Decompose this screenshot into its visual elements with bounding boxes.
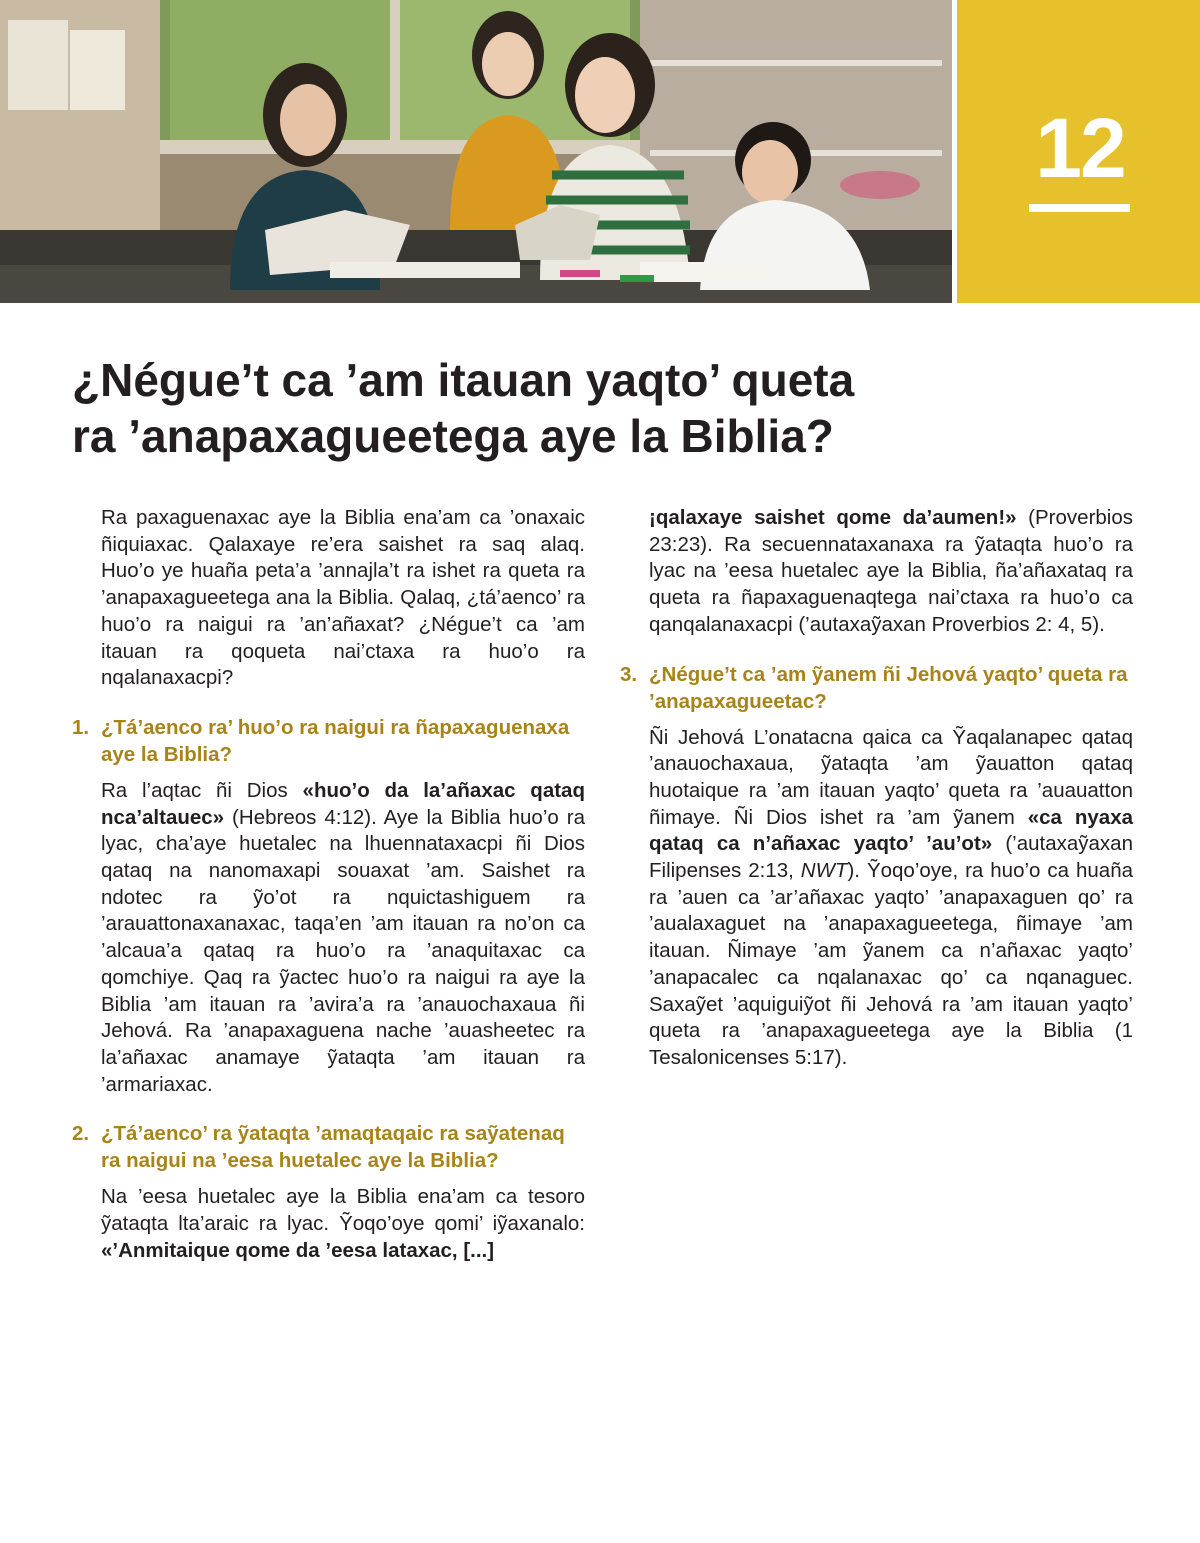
answer-text: Ñi Jehová L’onatacna qaica ca Ỹaqalanapec qataq ’anauochaxaua, ỹataqta ’am ỹauatton qataq huotaique ra ’am itauan yaqto’ queta ra ’auauatton ñimaye. Ñi Dios ishet ra ’am ỹanem — [649, 725, 1133, 829]
question-text: ¿Négue’t ca ’am ỹanem ñi Jehová yaqto’ queta ra ’anapaxagueetac? — [649, 662, 1128, 713]
answer-text: Ra l’aqtac ñi Dios — [101, 778, 303, 802]
answer-1-paragraph — [72, 778, 585, 1098]
family-study-illustration — [0, 0, 952, 303]
page-title — [72, 352, 1132, 464]
header-photo — [0, 0, 952, 303]
title-line-2: ra ’anapaxagueetega aye la Biblia? — [72, 410, 834, 462]
bold-quote: ¡qalaxaye saishet qome da’aumen!» — [649, 506, 1017, 529]
question-text: ¿Tá’aenco ra’ huo’o ra naigui ra ñapaxaguenaxa aye la Biblia? — [101, 715, 570, 766]
answer-text: (’autaxaỹaxan Filipenses 2:13, — [649, 832, 1133, 883]
bold-quote: «’Anmitaique qome da ’eesa lataxac, [...] — [101, 1238, 495, 1262]
answer-2-paragraph — [72, 1184, 585, 1264]
right-column — [620, 505, 1133, 1072]
chapter-underline — [1029, 204, 1130, 212]
bold-quote: «huo’o da la’añaxac qataq nca’altauec» — [101, 778, 585, 829]
question-number: 1. — [72, 715, 90, 739]
intro-paragraph: Ra paxaguenaxac aye la Biblia ena’am ca ’onaxaic ñiquiaxac. Qalaxaye re’era saishet ra saq alaq. Huo’o ye huaña peta’a ’annajla’t ra ishet ra queta ra ’anapaxagueetega ana la Biblia. Qalaq, ¿tá’aenco’ ra huo’o ra naigui ra ’an’añaxat? ¿Négue’t ca ’am itauan ra qoqueta nai’ctaxa ra huo’o ra nqalanaxacpi? — [101, 506, 585, 690]
question-number: 2. — [72, 1122, 90, 1146]
italic-abbreviation: NWT — [800, 859, 848, 883]
answer-3-paragraph — [620, 725, 1133, 1072]
answer-text: (Proverbios 23:23). Ra secuennataxanaxa ra ỹataqta huo’o ra lyac na ’eesa huetalec aye la Biblia, ña’añaxataq ra queta ra ñapaxaguenaqtega nai’ctaxa ra huo’o ca qanqalanaxacpi (’autaxaỹaxan Proverbios 2: 4, 5). — [649, 506, 1133, 636]
question-3 — [620, 661, 1133, 715]
question-text: ¿Tá’aenco’ ra ỹataqta ’amaqtaqaic ra saỹatenaq ra naigui na ’eesa huetalec aye la Biblia? — [101, 1122, 565, 1173]
question-1 — [72, 714, 585, 768]
left-column — [72, 505, 585, 1264]
answer-text: ). Ỹoqo’oye, ra huo’o ca huaña ra ’auen ca ’ar’añaxac yaqto’ ’anapaxaguen qo’ ra ’aualaxaguet na ’anapaxagueetega, ñimaye ’am itauan. Ñimaye ’am ỹanem ca n’añaxac yaqto’ ’anapacalec ca nqalanaxac qo’ ca nqanaguec. Saxaỹet ’aquiguiỹot ñi Jehová ra ’am itauan yaqto’ queta ra ’anapaxagueetega aye la Biblia (1 Tesalonicenses 5:17). — [649, 859, 1133, 1069]
question-2 — [72, 1120, 585, 1174]
title-line-1: ¿Négue’t ca ’am itauan yaqto’ queta — [72, 354, 855, 406]
answer-text: Na ’eesa huetalec aye la Biblia ena’am ca tesoro ỹataqta lta’araic ra lyac. Ỹoqo’oye qomi’ iỹaxanalo: — [101, 1185, 585, 1236]
question-number: 3. — [620, 662, 638, 686]
answer-text: (Hebreos 4:12). Aye la Biblia huo’o ra lyac, cha’aye huetalec na lhuennataxacpi ñi Dios qataq na nanomaxapi souaxat ’am. Saishet ra ndotec ra ỹo’ot ra nquictashiguem ra ’arauattonaxanaxac, taqa’en ’am itauan ra no’on ca ’alcaua’a qataq ra huo’o ra ’anaquitaxac ca qomchiye. Qaq ra ỹactec huo’o ra naigui ra aye la Biblia ’am itauan ra ’avira’a ra ’anauochaxaua ñi Jehová. Ra ’anapaxaguena nache ’auasheetec ra la’añaxac anamaye ỹataqta ’am itauan ra ’armariaxac. — [101, 805, 585, 1096]
bold-quote: «ca nyaxa qataq ca n’añaxac yaqto’ ’au’ot» — [649, 805, 1133, 856]
answer-2-continued — [620, 505, 1133, 639]
chapter-number: 12 — [1035, 101, 1125, 195]
